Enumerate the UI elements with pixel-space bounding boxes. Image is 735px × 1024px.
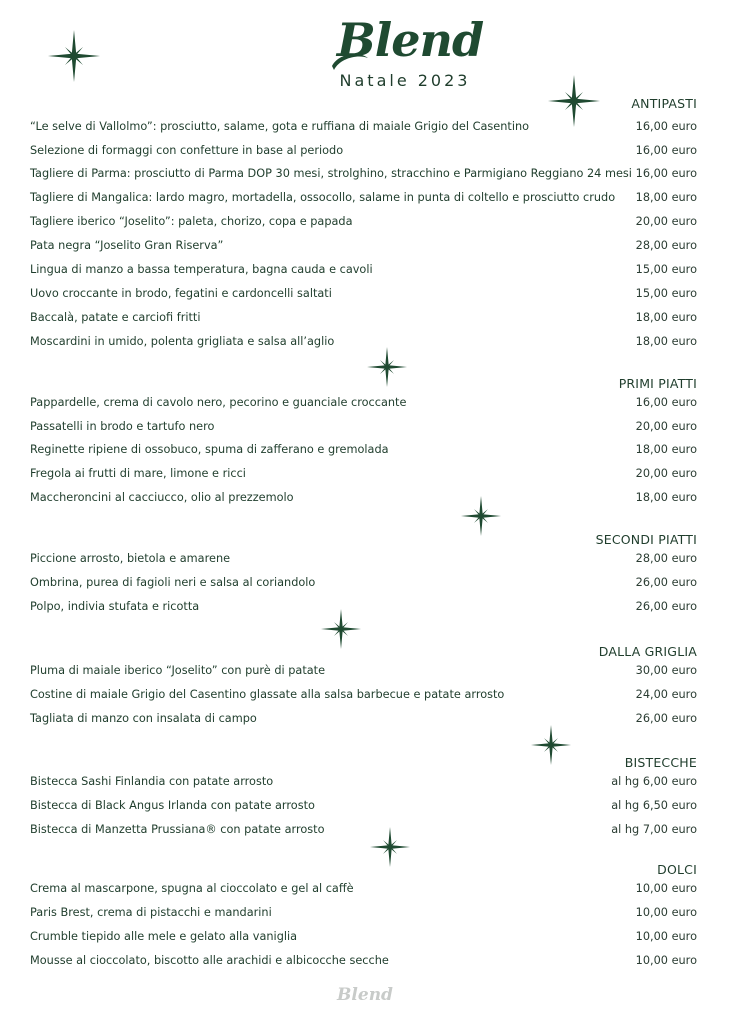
- menu-item: [30, 311, 697, 331]
- item-price: 16,00 euro: [635, 120, 697, 133]
- item-name: Selezione di formaggi con confetture in base al periodo: [30, 144, 344, 157]
- item-price: 10,00 euro: [635, 954, 697, 967]
- item-price: 20,00 euro: [635, 467, 697, 480]
- item-price: 18,00 euro: [635, 191, 697, 204]
- menu-item: [30, 552, 697, 572]
- logo-text: Blend: [336, 13, 484, 67]
- menu-item: [30, 576, 697, 596]
- item-name: Tagliata di manzo con insalata di campo: [30, 712, 257, 725]
- section-title-secondi-piatti: SECONDI PIATTI: [595, 532, 697, 547]
- item-name: Polpo, indivia stufata e ricotta: [30, 600, 200, 613]
- item-name: Fregola ai frutti di mare, limone e ricci: [30, 467, 246, 480]
- item-price: 20,00 euro: [635, 420, 697, 433]
- menu-item: [30, 443, 697, 463]
- item-price: 26,00 euro: [635, 576, 697, 589]
- item-price: 18,00 euro: [635, 311, 697, 324]
- menu-item: [30, 120, 697, 140]
- item-name: Pappardelle, crema di cavolo nero, pecorino e guanciale croccante: [30, 396, 407, 409]
- item-price: 10,00 euro: [635, 930, 697, 943]
- item-name: Paris Brest, crema di pistacchi e mandarini: [30, 906, 272, 919]
- item-price: al hg 6,00 euro: [611, 775, 697, 788]
- menu-item: [30, 799, 697, 819]
- item-name: Mousse al cioccolato, biscotto alle arachidi e albicocche secche: [30, 954, 389, 967]
- item-name: Lingua di manzo a bassa temperatura, bagna cauda e cavoli: [30, 263, 373, 276]
- menu-subtitle: Natale 2023: [339, 71, 471, 90]
- item-name: Tagliere di Mangalica: lardo magro, mortadella, ossocollo, salame in punta di coltello e prosciutto crudo: [30, 191, 616, 204]
- item-name: Pluma di maiale iberico “Joselito” con purè di patate: [30, 664, 326, 677]
- footer-logo: Blend: [337, 985, 393, 1005]
- menu-item: [30, 823, 697, 843]
- menu-item: [30, 239, 697, 259]
- item-price: 16,00 euro: [635, 144, 697, 157]
- item-name: Reginette ripiene di ossobuco, spuma di zafferano e gremolada: [30, 443, 389, 456]
- menu-item: [30, 144, 697, 164]
- item-name: Maccheroncini al cacciucco, olio al prezzemolo: [30, 491, 294, 504]
- menu-item: [30, 215, 697, 235]
- menu-item: [30, 930, 697, 950]
- item-price: 16,00 euro: [635, 396, 697, 409]
- menu-item: [30, 688, 697, 708]
- item-price: 18,00 euro: [635, 443, 697, 456]
- menu-item: [30, 954, 697, 974]
- item-price: 18,00 euro: [635, 335, 697, 348]
- item-name: Tagliere di Parma: prosciutto di Parma DOP 30 mesi, strolghino, stracchino e Parmigiano Reggiano 24 mesi: [30, 167, 632, 180]
- item-price: 16,00 euro: [635, 167, 697, 180]
- menu-item: [30, 664, 697, 684]
- item-name: Baccalà, patate e carciofi fritti: [30, 311, 201, 324]
- menu-item: [30, 396, 697, 416]
- item-price: 15,00 euro: [635, 263, 697, 276]
- menu-item: [30, 600, 697, 620]
- menu-item: [30, 287, 697, 307]
- item-name: Tagliere iberico “Joselito”: paleta, chorizo, copa e papada: [30, 215, 353, 228]
- item-name: Ombrina, purea di fagioli neri e salsa al coriandolo: [30, 576, 316, 589]
- menu-item: [30, 420, 697, 440]
- menu-item: [30, 775, 697, 795]
- item-price: 10,00 euro: [635, 906, 697, 919]
- menu-item: [30, 882, 697, 902]
- item-name: “Le selve di Vallolmo”: prosciutto, salame, gota e ruffiana di maiale Grigio del Casentino: [30, 120, 530, 133]
- item-price: 28,00 euro: [635, 552, 697, 565]
- menu-item: [30, 191, 697, 211]
- item-name: Bistecca Sashi Finlandia con patate arrosto: [30, 775, 274, 788]
- section-title-dolci: DOLCI: [657, 862, 697, 877]
- menu-item: [30, 467, 697, 487]
- item-name: Uovo croccante in brodo, fegatini e cardoncelli saltati: [30, 287, 332, 300]
- item-price: 15,00 euro: [635, 287, 697, 300]
- section-title-antipasti: ANTIPASTI: [631, 96, 697, 111]
- item-price: 26,00 euro: [635, 600, 697, 613]
- menu-item: [30, 906, 697, 926]
- item-price: al hg 6,50 euro: [611, 799, 697, 812]
- sparkle-star-icon: [48, 30, 100, 82]
- item-price: 18,00 euro: [635, 491, 697, 504]
- item-name: Moscardini in umido, polenta grigliata e salsa all’aglio: [30, 335, 335, 348]
- menu-item: [30, 167, 697, 187]
- item-price: al hg 7,00 euro: [611, 823, 697, 836]
- section-title-dalla-griglia: DALLA GRIGLIA: [598, 644, 697, 659]
- item-price: 20,00 euro: [635, 215, 697, 228]
- menu-item: [30, 335, 697, 355]
- section-title-primi-piatti: PRIMI PIATTI: [618, 376, 697, 391]
- item-name: Pata negra “Joselito Gran Riserva”: [30, 239, 224, 252]
- brand-logo: [330, 14, 490, 74]
- item-name: Bistecca di Black Angus Irlanda con patate arrosto: [30, 799, 315, 812]
- item-price: 28,00 euro: [635, 239, 697, 252]
- item-price: 10,00 euro: [635, 882, 697, 895]
- menu-item: [30, 712, 697, 732]
- menu-item: [30, 491, 697, 511]
- item-price: 24,00 euro: [635, 688, 697, 701]
- item-name: Piccione arrosto, bietola e amarene: [30, 552, 231, 565]
- item-name: Passatelli in brodo e tartufo nero: [30, 420, 215, 433]
- item-price: 26,00 euro: [635, 712, 697, 725]
- item-name: Costine di maiale Grigio del Casentino glassate alla salsa barbecue e patate arrosto: [30, 688, 505, 701]
- section-title-bistecche: BISTECCHE: [624, 755, 697, 770]
- item-name: Crema al mascarpone, spugna al cioccolato e gel al caffè: [30, 882, 354, 895]
- item-name: Bistecca di Manzetta Prussiana® con patate arrosto: [30, 823, 325, 836]
- menu-item: [30, 263, 697, 283]
- item-name: Crumble tiepido alle mele e gelato alla vaniglia: [30, 930, 298, 943]
- item-price: 30,00 euro: [635, 664, 697, 677]
